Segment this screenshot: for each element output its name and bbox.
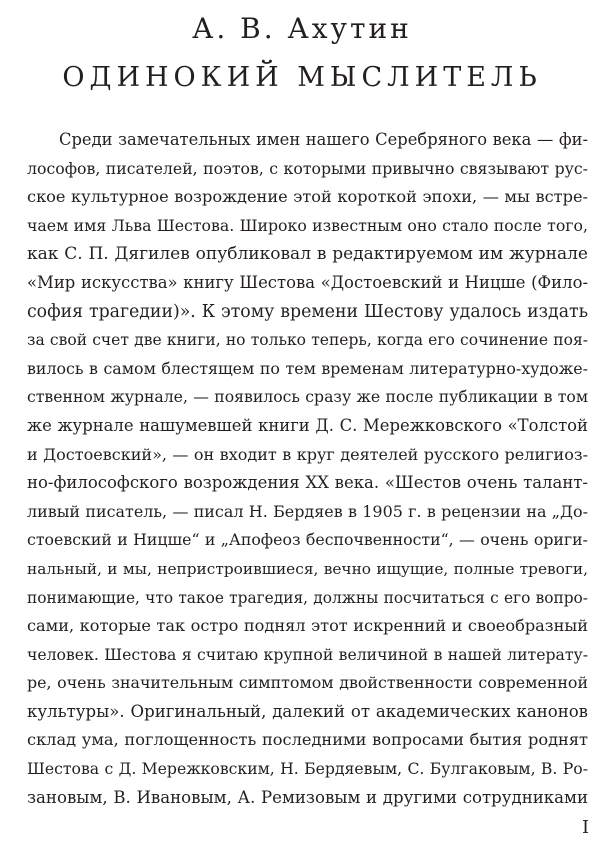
text-line: за свой счет две книги, но только теперь, когда его сочинение поя-	[27, 331, 588, 350]
text-line: софия трагедии)». К этому времени Шестову удалось издать	[27, 301, 588, 322]
text-line: сами, которые так остро поднял этот искренний и своеобразный	[27, 616, 588, 636]
text-line: но-философского возрождения XX века. «Шестов очень талант-	[27, 473, 588, 493]
text-line: человек. Шестова я считаю крупной величиной в нашей литерату-	[27, 644, 588, 664]
body-paragraph	[27, 126, 588, 812]
text-line: Шестова с Д. Мережковским, Н. Бердяевым, С. Булгаковым, В. Ро-	[27, 759, 588, 779]
text-line: Среди замечательных имен нашего Серебряного века — фи-	[59, 130, 588, 149]
text-line: культуры». Оригинальный, далекий от академических канонов	[27, 701, 588, 721]
text-line: как С. П. Дягилев опубликовал в редактируемом им журнале	[27, 244, 588, 265]
text-line: чаем имя Льва Шестова. Широко известным оно стало после того,	[27, 215, 588, 235]
page-number: I	[582, 817, 590, 838]
text-line: ственном журнале, — появилось сразу же после публикации в том	[27, 387, 588, 407]
text-line: склад ума, поглощенность последними вопросами бытия роднят	[27, 730, 588, 750]
text-line: ре, очень значительным симптомом двойственности современной	[27, 673, 588, 693]
text-line: же журнале нашумевшей книги Д. С. Мережковского «Толстой	[27, 415, 588, 435]
text-line: ское культурное возрождение этой короткой эпохи, — мы встре-	[27, 187, 588, 207]
text-line: зановым, В. Ивановым, А. Ремизовым и другими сотрудниками	[27, 787, 588, 807]
chapter-title: ОДИНОКИЙ МЫСЛИТЕЛЬ	[62, 62, 542, 93]
author-name: А. В. Ахутин	[192, 12, 412, 45]
text-line: лософов, писателей, поэтов, с которыми привычно связывают рус-	[27, 158, 588, 178]
text-line: «Мир искусства» книгу Шестова «Достоевский и Ницше (Фило-	[27, 272, 588, 292]
text-line: понимающие, что такое трагедия, должны посчитаться с его вопро-	[27, 588, 588, 607]
text-line: нальный, и мы, непристроившиеся, вечно ищущие, полные тревоги,	[27, 559, 588, 578]
text-line: стоевский и Ницше“ и „Апофеоз беспочвенности“, — очень ориги-	[27, 530, 588, 550]
text-line: вилось в самом блестящем по тем временам литературно-художе-	[27, 358, 588, 378]
text-line: ливый писатель, — писал Н. Бердяев в 1905 г. в рецензии на „До-	[27, 501, 588, 521]
text-line: и Достоевский», — он входит в круг деятелей русского религиоз-	[27, 444, 588, 464]
